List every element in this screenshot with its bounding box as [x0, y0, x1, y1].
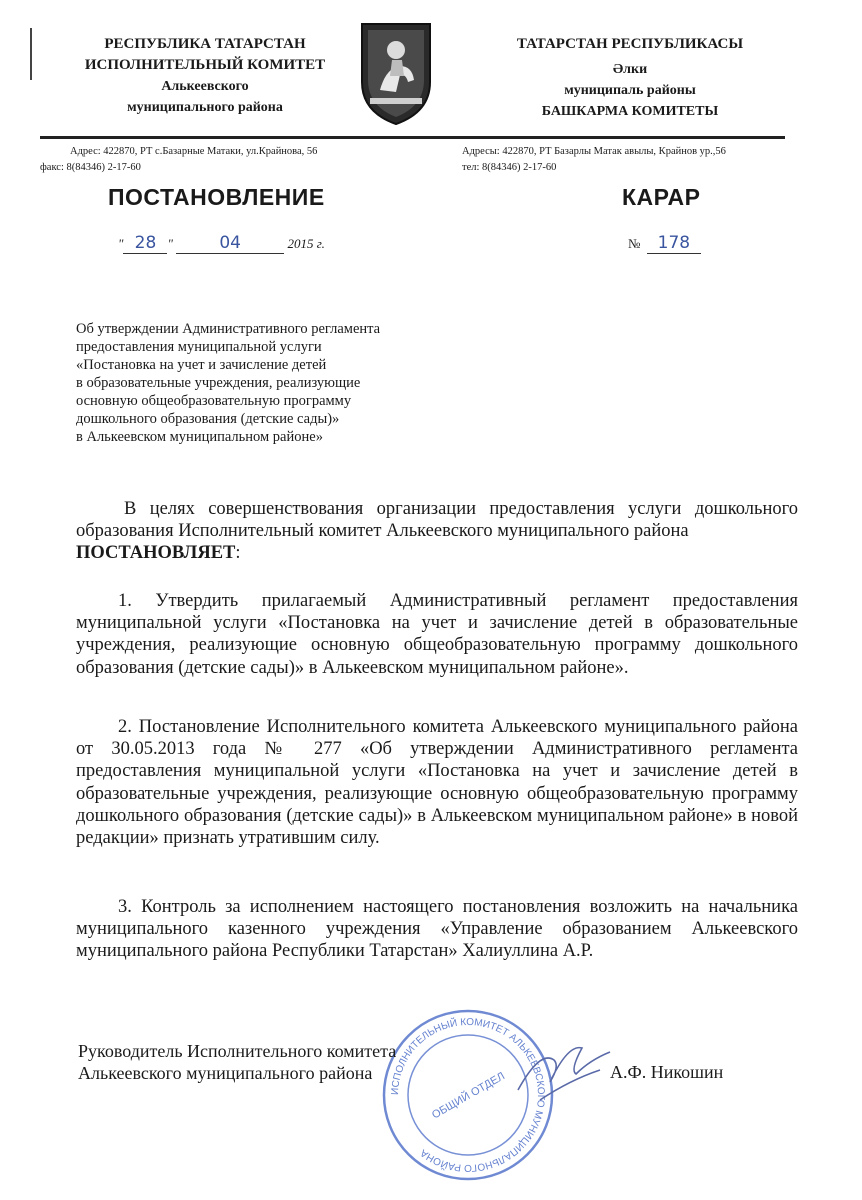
date-day: 28 — [134, 233, 157, 253]
margin-mark — [30, 28, 32, 80]
title-karar: КАРАР — [622, 184, 701, 210]
header-left — [60, 34, 350, 118]
header-left-line1: РЕСПУБЛИКА ТАТАРСТАН — [104, 36, 306, 52]
subject-block: Об утверждении Административного регламента предоставления муниципальной услуги «Постановка на учет и зачисление детей в образовательные учреждения, реализующие основную общеобразовательную программу дошкольного образования (детские сады)» в Алькеевском муниципальном районе» — [76, 321, 381, 445]
header-left-line2: ИСПОЛНИТЕЛЬНЫЙ КОМИТЕТ — [84, 57, 326, 73]
date-year: 2015 г. — [287, 236, 325, 251]
date-quote-open: " — [118, 236, 124, 251]
fax-left: факс: 8(84346) 2-17-60 — [40, 162, 141, 173]
stamp-center-text: ОБЩИЙ ОТДЕЛ — [430, 1070, 507, 1122]
item-2-paragraph: 2. Постановление Исполнительного комитета Алькеевского муниципального района от 30.05.2013 года № 277 «Об утверждении Административного регламента предоставления муниципальной услуги «Постановка на учет и зачисление детей в образовательные учреждения, реализующие основную общеобразовательную программу дошкольного образования (детские сады)» в Алькеевском муниципальном районе» в новой редакции» признать утратившим силу. — [76, 717, 798, 849]
signer-position-line1: Руководитель Исполнительного комитета — [78, 1041, 397, 1061]
header-left-line3: Алькеевского — [161, 79, 249, 94]
header-right-line2: Әлки — [612, 62, 648, 77]
signer-position — [78, 1040, 396, 1084]
handwritten-signature — [510, 1030, 620, 1110]
header-right-line1: ТАТАРСТАН РЕСПУБЛИКАСЫ — [516, 36, 744, 52]
tel-right: тел: 8(84346) 2-17-60 — [462, 162, 557, 173]
signer-position-line2: Алькеевского муниципального района — [78, 1063, 373, 1083]
address-left: Адрес: 422870, РТ с.Базарные Матаки, ул.Крайнова, 56 — [70, 146, 318, 157]
signer-name: А.Ф. Никошин — [610, 1062, 724, 1082]
date-month: 04 — [219, 233, 241, 253]
decree-word: ПОСТАНОВЛЯЕТ — [76, 543, 236, 564]
header-right-line3: муниципаль районы — [564, 83, 696, 98]
address-right: Адресы: 422870, РТ Базарлы Матак авылы, Крайнов ур.,56 — [462, 146, 726, 157]
coat-of-arms-icon — [356, 20, 436, 128]
title-postanovlenie: ПОСТАНОВЛЕНИЕ — [108, 184, 325, 210]
intro-text: В целях совершенствования организации предоставления услуги дошкольного образования Исполнительный комитет Алькеевского муниципального района — [76, 499, 798, 542]
date-quote-close: " — [167, 236, 173, 251]
item-3-paragraph: 3. Контроль за исполнением настоящего постановления возложить на начальника муниципального казенного учреждения «Управление образованием Алькеевского муниципального района Республики Татарстан» Халиуллина А.Р. — [76, 897, 798, 962]
header-right — [480, 34, 780, 122]
number-line — [628, 233, 701, 254]
date-line — [118, 233, 325, 254]
item-1-paragraph: 1. Утвердить прилагаемый Административный регламент предоставления муниципальной услуги «Постановка на учет и зачисление детей в образовательные учреждения, реализующие основную общеобразовательную программу дошкольного образования (детские сады)» в Алькеевском муниципальном районе». — [76, 591, 798, 678]
stamp-ring-text: ИСПОЛНИТЕЛЬНЫЙ КОМИТЕТ АЛЬКЕЕВСКОГО МУНИЦИПАЛЬНОГО РАЙОНА — [389, 1016, 547, 1174]
header-left-line4: муниципального района — [127, 100, 283, 115]
number-label: № — [628, 236, 641, 251]
decree-colon: : — [235, 543, 241, 564]
header-right-line4: БАШКАРМА КОМИТЕТЫ — [541, 104, 719, 119]
intro-paragraph — [76, 498, 798, 565]
header-divider — [40, 136, 785, 139]
number-value: 178 — [647, 233, 701, 254]
